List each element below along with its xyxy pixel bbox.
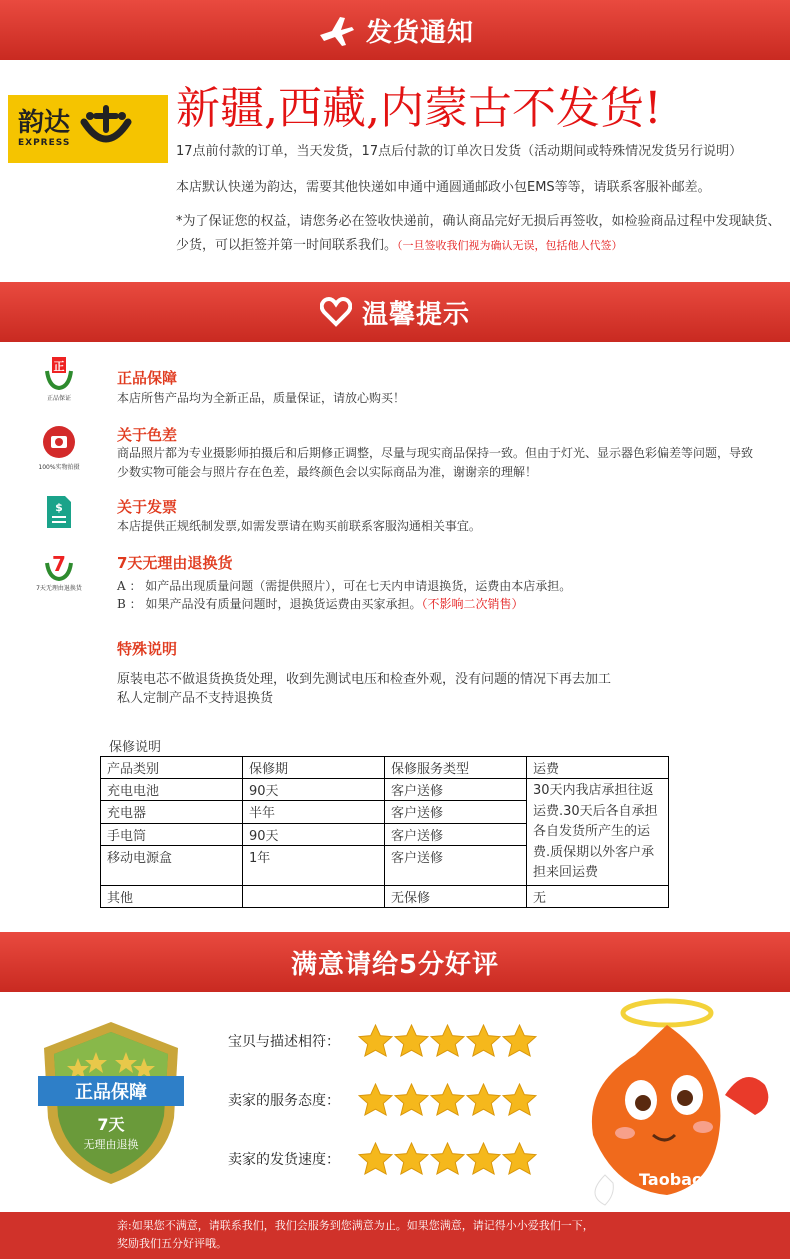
star-icon[interactable]: [502, 1024, 537, 1057]
logo-text: 韵达: [18, 108, 71, 138]
star-icon[interactable]: [358, 1083, 393, 1116]
cell: 移动电源盒: [101, 845, 243, 885]
cell: 其他: [101, 885, 243, 907]
genuine-icon: [30, 355, 88, 402]
rating-label: 卖家的发货速度：: [228, 1151, 340, 1168]
cell: [243, 885, 385, 907]
yunda-smile-icon: [76, 104, 136, 154]
rating-row: [228, 1142, 537, 1175]
star-icon[interactable]: [430, 1142, 465, 1175]
camera-icon: [30, 424, 88, 471]
icon-caption: 正品保证: [46, 395, 71, 402]
tip-title: 正品保障: [117, 369, 178, 387]
header-cell: 运费: [527, 757, 669, 779]
signing-red-note: （一旦签收我们视为确认无误，包括他人代签）: [397, 239, 623, 252]
footer-line-2: 奖励我们五分好评哦。: [117, 1237, 227, 1250]
star-icon[interactable]: [466, 1142, 501, 1175]
tip-text: 本店所售产品均为全新正品，质量保证，请放心购买！: [117, 391, 406, 405]
star-icon[interactable]: [394, 1142, 429, 1175]
star-icon[interactable]: [502, 1142, 537, 1175]
cell: 充电器: [101, 801, 243, 823]
svg-text:正: 正: [53, 360, 65, 373]
star-icon[interactable]: [358, 1024, 393, 1057]
star-icon[interactable]: [466, 1083, 501, 1116]
banner-title: 发货通知: [365, 17, 474, 48]
header-cell: 保修服务类型: [385, 757, 527, 779]
footer-line-1: 亲:如果您不满意，请联系我们，我们会服务到您满意为止。如果您满意，请记得小小爱我们一下，: [117, 1219, 594, 1232]
table-row: [101, 885, 669, 907]
star-icon[interactable]: [466, 1024, 501, 1057]
cell: 客户送修: [385, 845, 527, 885]
shield-text-1: 正品保障: [75, 1082, 147, 1103]
special-title: 特殊说明: [117, 640, 178, 658]
special-line-2: 私人定制产品不支持退换货: [117, 691, 274, 706]
rating-row: [228, 1024, 537, 1057]
star-group[interactable]: [358, 1024, 537, 1057]
return-line-a: A ： 如产品出现质量问题（需提供照片），可在七天内申请退换货，运费由本店承担。: [117, 579, 572, 593]
star-icon[interactable]: [430, 1024, 465, 1057]
cell: 客户送修: [385, 779, 527, 801]
airplane-icon: [316, 13, 356, 47]
icon-caption: 100%实物拍摄: [38, 464, 80, 471]
return-line-b-text: B ： 如果产品没有质量问题时，退换货运费由买家承担。: [117, 597, 422, 611]
banner-title: 满意请给5分好评: [290, 949, 500, 980]
genuine-shield-badge: [38, 1018, 184, 1186]
header-cell: 保修期: [243, 757, 385, 779]
tip-text: 商品照片都为专业摄影师拍摄后和后期修正调整，尽量与现实商品保持一致。但由于灯光、显示器色彩偏差等问题，导致少数实物可能会与照片存在色差，最终颜色会以实际商品为准，谢谢亲的理解！: [117, 446, 754, 479]
footer: [0, 1212, 790, 1259]
special-line-1: 原装电芯不做退货换货处理，收到先测试电压和检查外观，没有问题的情况下再去加工: [117, 672, 612, 687]
header-cell: 产品类别: [101, 757, 243, 779]
star-icon[interactable]: [502, 1083, 537, 1116]
heart-icon: [320, 297, 352, 327]
cell: 90天: [243, 779, 385, 801]
tip-text: 本店提供正规纸制发票,如需发票请在购买前联系客服沟通相关事宜。: [117, 519, 481, 533]
mascot-text: Taobao: [639, 1170, 703, 1189]
rating-label: 宝贝与描述相符：: [228, 1033, 340, 1050]
rating-row: [228, 1083, 537, 1116]
invoice-icon: [30, 494, 88, 530]
cell: 无: [527, 885, 669, 907]
star-icon[interactable]: [430, 1083, 465, 1116]
cell: 90天: [243, 823, 385, 845]
shipping-banner: [0, 0, 790, 60]
svg-text:7: 7: [52, 552, 66, 576]
review-banner: [0, 932, 790, 992]
star-icon[interactable]: [358, 1142, 393, 1175]
tip-title: 关于发票: [117, 498, 178, 516]
cell: 无保修: [385, 885, 527, 907]
signing-text: *为了保证您的权益，请您务必在签收快递前，确认商品完好无损后再签收，如检验商品过程中发现缺货、少货，可以拒签并第一时间联系我们。: [176, 214, 781, 253]
seven-day-icon: [30, 551, 88, 592]
signing-note: [176, 210, 788, 258]
tips-banner: [0, 282, 790, 342]
cell: 充电电池: [101, 779, 243, 801]
taobao-mascot: [575, 995, 785, 1210]
icon-caption: 7天无理由退换货: [36, 585, 82, 592]
yunda-logo: [8, 95, 168, 163]
star-group[interactable]: [358, 1142, 537, 1175]
cell: 手电筒: [101, 823, 243, 845]
return-line-b: [117, 595, 757, 614]
warranty-caption: 保修说明: [109, 740, 162, 755]
star-group[interactable]: [358, 1083, 537, 1116]
no-ship-warning: 新疆,西藏,内蒙古不发货!: [176, 83, 662, 134]
rating-label: 卖家的服务态度：: [228, 1092, 340, 1109]
star-icon[interactable]: [394, 1083, 429, 1116]
cell: 客户送修: [385, 823, 527, 845]
freight-note-cell: 30天内我店承担往返运费.30天后各自承担各自发货所产生的运费.质保期以外客户承担来回运费: [527, 779, 669, 886]
warranty-table: [100, 756, 669, 908]
shield-text-2: 7天: [97, 1115, 125, 1134]
table-header-row: [101, 757, 669, 779]
courier-note: 本店默认快递为韵达，需要其他快递如申通中通圆通邮政小包EMS等等，请联系客服补邮差。: [176, 180, 711, 195]
cell: 半年: [243, 801, 385, 823]
svg-text:$: $: [55, 501, 63, 514]
return-line-b-note: （不影响二次销售）: [421, 597, 524, 611]
banner-title: 温馨提示: [361, 299, 470, 330]
star-icon[interactable]: [394, 1024, 429, 1057]
tip-title: 7天无理由退换货: [117, 554, 233, 572]
cell: 1年: [243, 845, 385, 885]
cell: 客户送修: [385, 801, 527, 823]
shield-text-3: 无理由退换: [83, 1138, 139, 1151]
tip-title: 关于色差: [117, 426, 178, 444]
table-row: [101, 779, 669, 801]
logo-sub: EXPRESS: [18, 138, 71, 148]
shipping-time-note: 17点前付款的订单，当天发货，17点后付款的订单次日发货（活动期间或特殊情况发货另行说明）: [176, 144, 743, 159]
